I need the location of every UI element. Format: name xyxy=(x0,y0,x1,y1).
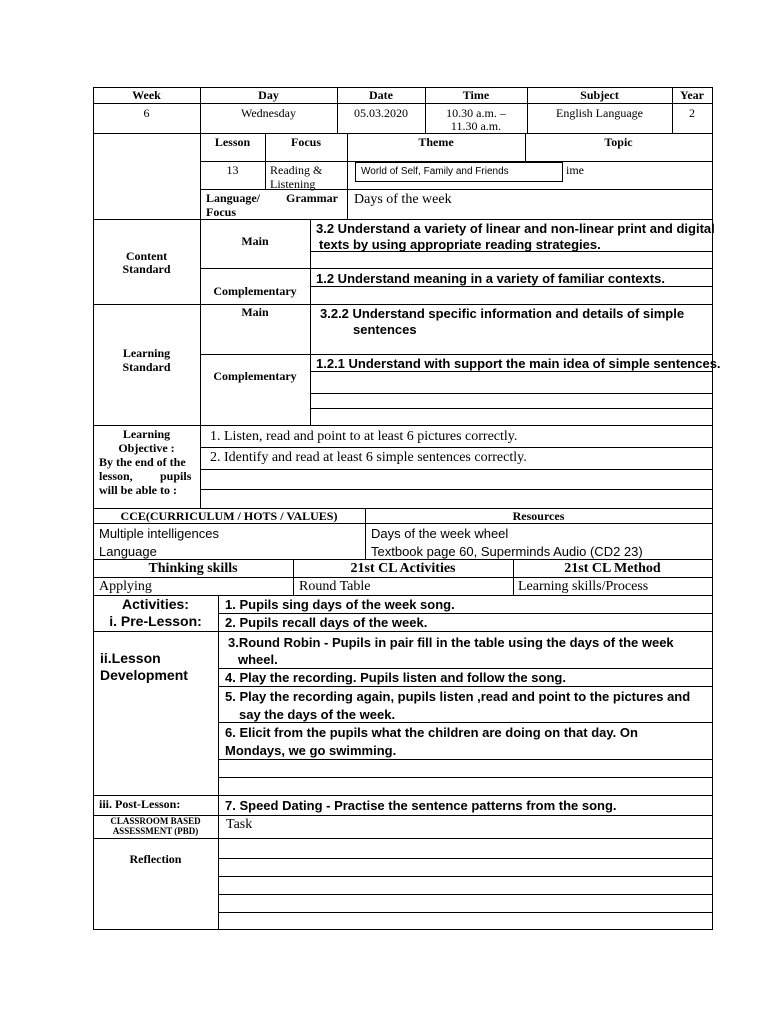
header-year: Year xyxy=(680,88,704,102)
header-time: Time xyxy=(462,88,490,102)
header-subject: Subject xyxy=(580,88,619,102)
day-value: Wednesday xyxy=(240,106,296,120)
lesson-value: 13 xyxy=(226,163,239,177)
activity-3-line2: wheel. xyxy=(238,652,278,667)
cce-header: CCE(CURRICULUM / HOTS / VALUES) xyxy=(120,509,338,523)
activity-5-line2: say the days of the week. xyxy=(239,707,396,722)
lesson-development-label-line2: Development xyxy=(100,667,188,683)
learning-standard-main-label: Main xyxy=(241,305,269,319)
header-week: Week xyxy=(132,88,161,102)
language-focus-label-line2: Focus xyxy=(206,205,236,219)
resource-2: Textbook page 60, Superminds Audio (CD2 23) xyxy=(371,544,643,559)
objective-label-line1: Learning xyxy=(122,427,171,441)
cce-value-1: Multiple intelligences xyxy=(99,526,219,541)
content-standard-complementary-label: Complementary xyxy=(213,284,297,298)
objective-2: 2. Identify and read at least 6 simple sentences correctly. xyxy=(210,450,527,465)
post-lesson-label: iii. Post-Lesson: xyxy=(99,797,181,811)
header-date: Date xyxy=(369,88,393,102)
objective-label-line2: Objective : xyxy=(118,441,175,455)
content-standard-label-line1: Content xyxy=(125,249,168,263)
objective-label-line4b: pupils xyxy=(160,469,192,483)
language-focus-value: Days of the week xyxy=(354,192,452,207)
focus-header: Focus xyxy=(291,135,321,149)
time-value-line1: 10.30 a.m. – xyxy=(446,106,506,120)
cce-value-2: Language xyxy=(99,544,157,559)
thinking-skills-value: Applying xyxy=(99,579,152,594)
assessment-label-line2: ASSESSMENT (PBD) xyxy=(112,826,199,836)
content-standard-label-line2: Standard xyxy=(122,262,171,276)
header-day: Day xyxy=(258,88,279,102)
thinking-skills-header: Thinking skills xyxy=(148,561,238,576)
learning-standard-main-line2: sentences xyxy=(353,322,417,337)
activity-5-line1: 5. Play the recording again, pupils listen ,read and point to the pictures and xyxy=(225,689,691,704)
learning-standard-main-line1: 3.2.2 Understand specific information and details of simple xyxy=(320,306,685,321)
objective-label-line4a: lesson, xyxy=(99,469,133,483)
cl-activities-value: Round Table xyxy=(299,579,371,594)
content-standard-main-label: Main xyxy=(241,234,269,248)
activity-4: 4. Play the recording. Pupils listen and follow the song. xyxy=(225,670,566,685)
time-value-line2: 11.30 a.m. xyxy=(450,119,502,133)
resources-header: Resources xyxy=(512,509,565,523)
cl-method-header: 21st CL Method xyxy=(564,561,661,576)
activity-2: 2. Pupils recall days of the week. xyxy=(225,615,428,630)
learning-standard-comp: 1.2.1 Understand with support the main idea of simple sentences. xyxy=(316,356,721,371)
cl-activities-header: 21st CL Activities xyxy=(350,561,456,576)
activity-7: 7. Speed Dating - Practise the sentence patterns from the song. xyxy=(225,798,617,813)
assessment-value: Task xyxy=(226,817,253,832)
objective-1: 1. Listen, read and point to at least 6 pictures correctly. xyxy=(210,429,518,444)
learning-standard-label-line1: Learning xyxy=(122,346,171,360)
pre-lesson-label: i. Pre-Lesson: xyxy=(109,613,202,629)
content-standard-main-line2: texts by using appropriate reading strategies. xyxy=(319,237,601,252)
resource-1: Days of the week wheel xyxy=(371,526,509,541)
learning-standard-label-line2: Standard xyxy=(122,360,171,374)
focus-value-line1: Reading & xyxy=(270,163,323,177)
language-focus-label-grammar: Grammar xyxy=(286,191,338,205)
lesson-header: Lesson xyxy=(214,135,251,149)
objective-label-line5: will be able to : xyxy=(99,483,177,497)
focus-value-line2: Listening xyxy=(270,177,316,191)
date-value: 05.03.2020 xyxy=(354,106,408,120)
subject-value: English Language xyxy=(556,106,643,120)
theme-textbox: World of Self, Family and Friends xyxy=(355,162,563,182)
learning-standard-complementary-label: Complementary xyxy=(213,369,297,383)
assessment-label-line1: CLASSROOM BASED xyxy=(110,816,201,826)
activity-3-line1: 3.Round Robin - Pupils in pair fill in the table using the days of the week xyxy=(228,635,674,650)
language-focus-label-line1: Language/ xyxy=(206,191,261,205)
year-value: 2 xyxy=(689,106,695,120)
content-standard-main-line1: 3.2 Understand a variety of linear and non-linear print and digital xyxy=(316,221,715,236)
topic-value: ime xyxy=(566,163,584,177)
content-standard-comp: 1.2 Understand meaning in a variety of familiar contexts. xyxy=(316,271,665,286)
reflection-label: Reflection xyxy=(129,852,182,866)
week-value: 6 xyxy=(143,106,150,120)
cl-method-value: Learning skills/Process xyxy=(518,579,649,594)
activity-6-line2: Mondays, we go swimming. xyxy=(225,743,397,758)
objective-label-line3: By the end of the xyxy=(99,455,186,469)
activities-label: Activities: xyxy=(122,596,189,612)
activity-6-line1: 6. Elicit from the pupils what the children are doing on that day. On xyxy=(225,725,638,740)
theme-header: Theme xyxy=(418,135,454,149)
topic-header: Topic xyxy=(604,135,633,149)
activity-1: 1. Pupils sing days of the week song. xyxy=(225,597,455,612)
lesson-development-label-line1: ii.Lesson xyxy=(100,650,161,666)
